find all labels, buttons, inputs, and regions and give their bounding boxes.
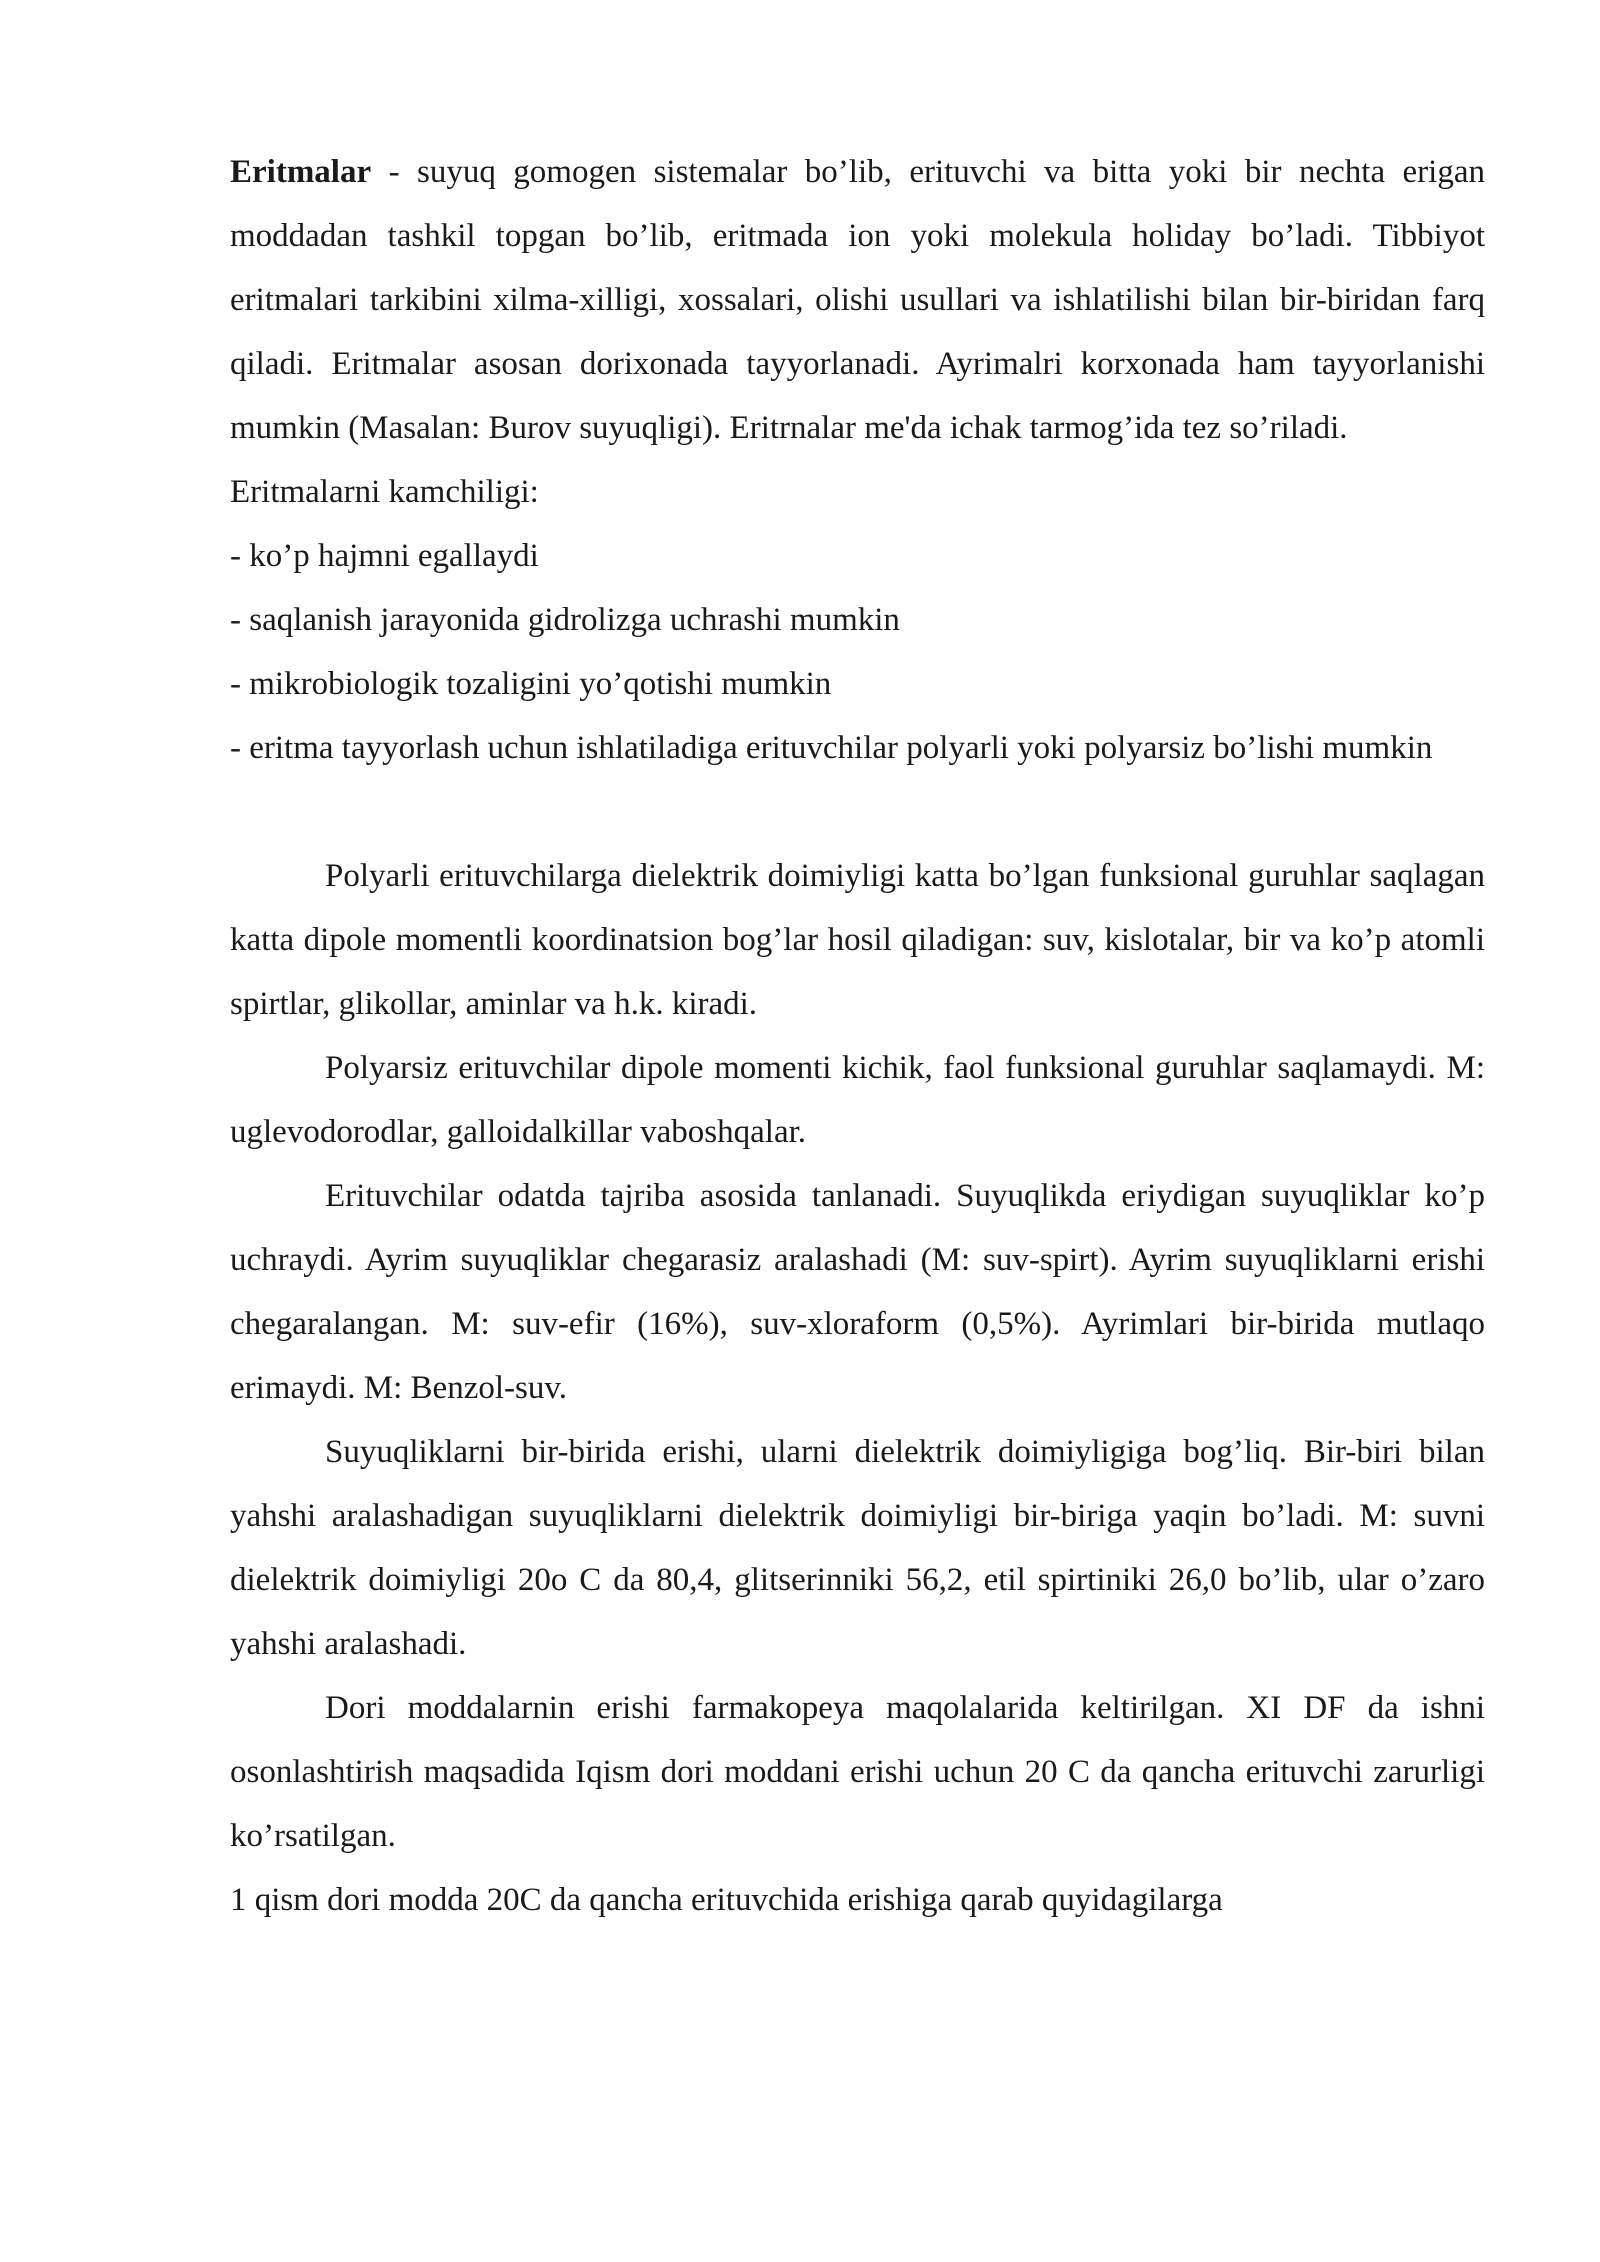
list-item: - saqlanish jarayonida gidrolizga uchrashi mumkin xyxy=(230,602,900,638)
paragraph-dielectric-constant: Suyuqliklarni bir-birida erishi, ularni dielektrik doimiyligiga bog’liq. Bir-biri bilan yahshi aralashadigan suyuqliklarni dielektrik doimiyligi bir-biriga yaqin bo’ladi. M: suvni dielektrik doimiyligi 20o C da 80,4, glitserinniki 56,2, etil spirtiniki 26,0 bo’lib, ular o’zaro yahshi aralashadi. xyxy=(230,1434,1485,1662)
list-item: - ko’p hajmni egallaydi xyxy=(230,538,539,574)
list-item: - mikrobiologik tozaligini yo’qotishi mumkin xyxy=(230,666,832,702)
document-page xyxy=(230,140,1485,1932)
paragraph-gap xyxy=(230,780,1485,844)
intro-text: - suyuq gomogen sistemalar bo’lib, erituvchi va bitta yoki bir nechta erigan moddadan tashkil topgan bo’lib, eritmada ion yoki molekula holiday bo’ladi. Tibbiyot eritmalari tarkibini xilma-xilligi, xossalari, olishi usullari va ishlatilishi bilan bir-biridan farq qiladi. Eritmalar asosan dorixonada tayyorlanadi. Ayrimalri korxonada ham tayyorlanishi mumkin (Masalan: Burov suyuqligi). Eritrnalar me'da ichak tarmog’ida tez so’riladi. xyxy=(230,154,1485,446)
paragraph-solvent-selection: Erituvchilar odatda tajriba asosida tanlanadi. Suyuqlikda eriydigan suyuqliklar ko’p uchraydi. Ayrim suyuqliklar chegarasiz aralashadi (M: suv-spirt). Ayrim suyuqliklarni erishi chegaralangan. M: suv-efir (16%), suv-xloraform (0,5%). Ayrimlari bir-birida mutlaqo erimaydi. M: Benzol-suv. xyxy=(230,1178,1485,1406)
paragraph-polar-solvents: Polyarli erituvchilarga dielektrik doimiyligi katta bo’lgan funksional guruhlar saqlagan katta dipole momentli koordinatsion bog’lar hosil qiladigan: suv, kislotalar, bir va ko’p atomli spirtlar, glikollar, aminlar va h.k. kiradi. xyxy=(230,858,1485,1022)
list-item: - eritma tayyorlash uchun ishlatiladiga erituvchilar polyarli yoki polyarsiz bo’lishi mumkin xyxy=(230,730,1433,766)
intro-paragraph xyxy=(230,140,1485,460)
lead-term: Eritmalar xyxy=(230,154,372,190)
disadvantages-heading: Eritmalarni kamchiligi: xyxy=(230,474,539,510)
final-line: 1 qism dori modda 20C da qancha erituvchida erishiga qarab quyidagilarga xyxy=(230,1882,1223,1918)
paragraph-pharmacopoeia: Dori moddalarnin erishi farmakopeya maqolalarida keltirilgan. XI DF da ishni osonlashtirish maqsadida Iqism dori moddani erishi uchun 20 C da qancha erituvchi zarurligi ko’rsatilgan. xyxy=(230,1690,1485,1854)
paragraph-nonpolar-solvents: Polyarsiz erituvchilar dipole momenti kichik, faol funksional guruhlar saqlamaydi. M: uglevodorodlar, galloidalkillar vaboshqalar. xyxy=(230,1050,1485,1150)
